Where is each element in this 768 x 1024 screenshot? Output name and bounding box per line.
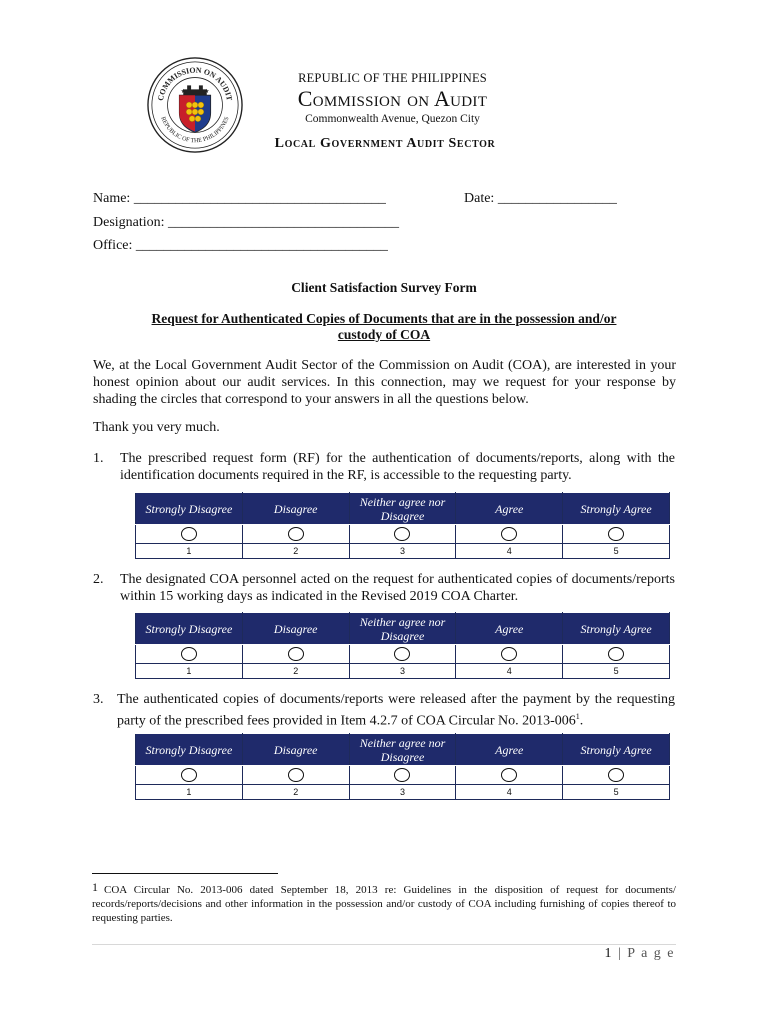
rating-circle-q1-4[interactable] [501, 527, 517, 541]
seal-text-bottom: REPUBLIC OF THE PHILIPPINES [159, 116, 231, 145]
footnote-text: COA Circular No. 2013-006 dated September 18, 2013 re: Guidelines in the disposition of request for documents/ records/reports/decisions and other information in the possession and/or custody of COA including furnishing of copies thereof to requesting parties. [92, 884, 676, 924]
scale-label: Neither agree nor Disagree [349, 734, 456, 766]
page-number-value: 1 [604, 946, 613, 961]
rating-circle-q2-3[interactable] [394, 647, 410, 661]
question-2-number: 2. [93, 572, 104, 587]
question-1-number: 1. [93, 451, 104, 466]
rating-circle-q3-4[interactable] [501, 768, 517, 782]
svg-text:★: ★ [204, 89, 210, 96]
scale-label: Disagree [242, 734, 349, 766]
rating-circle-q2-4[interactable] [501, 647, 517, 661]
scale-label: Neither agree nor Disagree [349, 493, 456, 525]
svg-text:★: ★ [180, 89, 186, 96]
scale-number: 1 [136, 664, 243, 679]
scale-number: 4 [456, 544, 563, 559]
form-title: Client Satisfaction Survey Form [291, 280, 477, 295]
thanks-text: Thank you very much. [93, 420, 220, 435]
scale-number: 4 [456, 785, 563, 800]
scale-number: 5 [563, 785, 670, 800]
rating-circle-q3-2[interactable] [288, 768, 304, 782]
scale-number: 3 [349, 544, 456, 559]
scale-label: Strongly Disagree [136, 493, 243, 525]
sector-heading: Local Government Audit Sector [274, 136, 496, 151]
republic-heading: REPUBLIC OF THE PHILIPPINES [298, 71, 487, 85]
scale-label: Strongly Disagree [136, 613, 243, 645]
page-footer-divider [92, 944, 676, 945]
question-3-text: The authenticated copies of documents/reports were released after the payment by the requesting party of the prescribed fees provided in Item 4.2.7 of COA Circular No. 2013-006 [117, 692, 675, 729]
scale-label: Strongly Disagree [136, 734, 243, 766]
scale-number: 3 [349, 664, 456, 679]
scale-number: 1 [136, 544, 243, 559]
scale-label: Agree [456, 613, 563, 645]
scale-label: Neither agree nor Disagree [349, 613, 456, 645]
rating-table-q3 [135, 733, 670, 800]
scale-label: Disagree [242, 493, 349, 525]
scale-label: Strongly Agree [563, 734, 670, 766]
footnote-mark: 1 [92, 880, 98, 894]
rating-table-q1 [135, 492, 670, 559]
name-field[interactable]: Name: ____________________________________ [93, 191, 386, 206]
rating-circle-q1-1[interactable] [181, 527, 197, 541]
scale-number: 1 [136, 785, 243, 800]
scale-label: Disagree [242, 613, 349, 645]
form-subtitle-line1: Request for Authenticated Copies of Documents that are in the possession and/or [151, 311, 617, 326]
scale-label: Agree [456, 734, 563, 766]
date-field[interactable]: Date: _________________ [464, 191, 617, 206]
footnote-divider [92, 873, 278, 874]
scale-number: 3 [349, 785, 456, 800]
scale-label: Strongly Agree [563, 493, 670, 525]
rating-circle-q3-5[interactable] [608, 768, 624, 782]
footnote [92, 880, 676, 925]
rating-circle-q2-2[interactable] [288, 647, 304, 661]
rating-circle-q3-3[interactable] [394, 768, 410, 782]
rating-table-q2 [135, 612, 670, 679]
agency-name: Commission on Audit [297, 86, 488, 111]
scale-number: 2 [242, 664, 349, 679]
office-field[interactable]: Office: ____________________________________ [93, 238, 388, 253]
form-subtitle-line2: custody of COA [337, 327, 431, 342]
scale-label: Strongly Agree [563, 613, 670, 645]
page-number [560, 946, 675, 962]
scale-number: 4 [456, 664, 563, 679]
rating-circle-q3-1[interactable] [181, 768, 197, 782]
rating-circle-q2-1[interactable] [181, 647, 197, 661]
scale-number: 5 [563, 664, 670, 679]
scale-number: 2 [242, 785, 349, 800]
question-3-number: 3. [93, 692, 104, 707]
page-label: | P a g e [618, 946, 675, 961]
agency-address: Commonwealth Avenue, Quezon City [305, 113, 480, 125]
rating-circle-q1-5[interactable] [608, 527, 624, 541]
question-3-text-block [117, 691, 675, 730]
question-2-text: The designated COA personnel acted on the request for authenticated copies of documents/reports within 15 working days as indicated in the Revised 2019 COA Charter. [120, 572, 675, 604]
question-1-text: The prescribed request form (RF) for the authentication of documents/reports, along with the identification documents required in the RF, is accessible to the requesting party. [120, 451, 675, 483]
rating-circle-q1-2[interactable] [288, 527, 304, 541]
seal-text-top: COMMISSION ON AUDIT [155, 65, 235, 102]
scale-number: 2 [242, 544, 349, 559]
footnote-ref[interactable]: 1 [575, 712, 580, 721]
scale-label: Agree [456, 493, 563, 525]
rating-circle-q2-5[interactable] [608, 647, 624, 661]
question-3-text-end: . [579, 713, 584, 729]
intro-paragraph: We, at the Local Government Audit Sector of the Commission on Audit (COA), are interested in your honest opinion about our audit services. In this connection, may we request for your response by shading the circles that correspond to your answers in all the questions below. [93, 358, 676, 407]
scale-number: 5 [563, 544, 670, 559]
designation-field[interactable]: Designation: _________________________________ [93, 215, 400, 230]
rating-circle-q1-3[interactable] [394, 527, 410, 541]
